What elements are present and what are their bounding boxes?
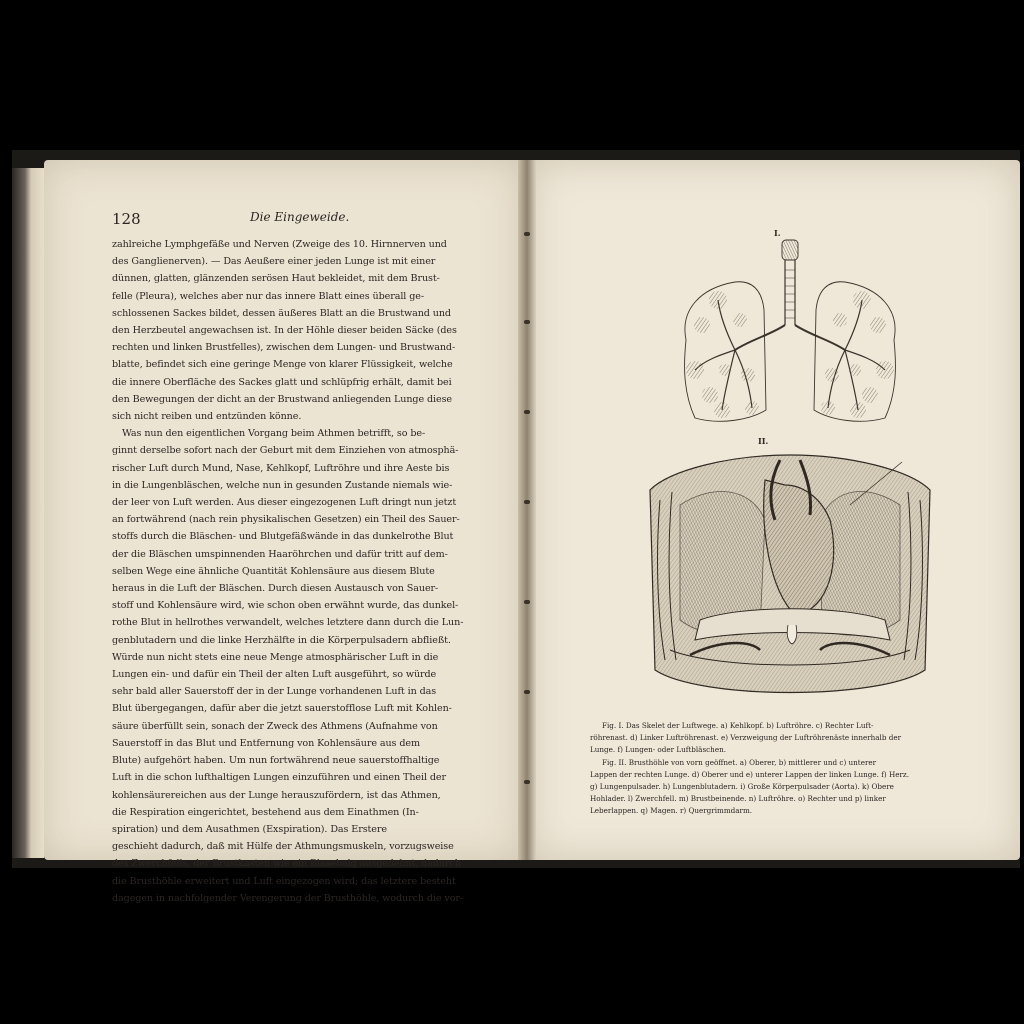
binding-stitch: [524, 500, 530, 504]
text-line: rischer Luft durch Mund, Nase, Kehlkopf, Luftröhre und ihre Aeste bis: [112, 462, 450, 474]
text-line: Blute) aufgehört haben. Um nun fortwährend neue sauerstoffhaltige: [112, 755, 440, 767]
text-line: des Zwerchfells, der Brustkasten wie ein Blasebalg ausgedehnt, dadurch: [112, 858, 461, 870]
text-line: den Herzbeutel angewachsen ist. In der Höhle dieser beiden Säcke (des: [112, 325, 457, 337]
caption-line: g) Lungenpulsader. h) Lungenblutadern. i) Große Körperpulsader (Aorta). k) Obere: [590, 782, 894, 792]
text-line: stoffs durch die Bläschen- und Blutgefäßwände in das dunkelrothe Blut: [112, 531, 454, 543]
text-line: schlossenen Sackes bildet, dessen äußeres Blatt an die Brustwand und: [112, 307, 451, 319]
text-line: der die Bläschen umspinnenden Haaröhrchen und dafür tritt auf dem-: [112, 548, 448, 560]
text-line: die Brusthöhle erweitert und Luft eingezogen wird; das letztere besteht: [112, 875, 456, 887]
binding-stitch: [524, 410, 530, 414]
text-line: in die Lungenbläschen, welche nun in gesunden Zustande niemals wie-: [112, 479, 453, 491]
text-line: säure überfüllt sein, sonach der Zweck des Athmens (Aufnahme von: [112, 720, 438, 732]
text-line: Lungen ein- und dafür ein Theil der alten Luft ausgeführt, so würde: [112, 669, 437, 681]
text-line: ginnt derselbe sofort nach der Geburt mit dem Einziehen von atmosphä-: [112, 445, 459, 457]
text-line: dünnen, glatten, glänzenden serösen Haut bekleidet, mit dem Brust-: [112, 273, 440, 285]
text-line: Luft in die schon lufthaltigen Lungen einzuführen und einen Theil der: [112, 772, 446, 784]
text-line: geschieht dadurch, daß mit Hülfe der Athmungsmuskeln, vorzugsweise: [112, 841, 454, 853]
text-line: kohlensäurereichen aus der Lunge herauszufördern, ist das Athmen,: [112, 789, 441, 801]
text-line: des Ganglienerven). — Das Aeußere einer jeden Lunge ist mit einer: [112, 256, 436, 268]
text-line: spiration) und dem Ausathmen (Exspiration). Das Erstere: [112, 823, 387, 835]
text-line: zahlreiche Lymphgefäße und Nerven (Zweige des 10. Hirnnerven und: [112, 239, 447, 250]
text-line: felle (Pleura), welches aber nur das innere Blatt eines überall ge-: [112, 290, 424, 302]
figure-label-1: I.: [774, 228, 781, 238]
binding-stitch: [524, 320, 530, 324]
text-line: Würde nun nicht stets eine neue Menge atmosphärischer Luft in die: [112, 651, 439, 663]
caption-line: Leberlappen. q) Magen. r) Quergrimmdarm.: [590, 806, 753, 816]
lungs-and-thorax-illustration: [640, 230, 940, 700]
text-line: der leer von Luft werden. Aus dieser eingezogenen Luft dringt nun jetzt: [112, 497, 457, 509]
page-number: 128: [112, 210, 141, 228]
text-line: den Bewegungen der dicht an der Brustwand anliegenden Lunge diese: [112, 393, 452, 405]
text-line: blatte, befindet sich eine geringe Menge von klarer Flüssigkeit, welche: [112, 359, 453, 371]
fig1-bronchial-tree: [685, 240, 896, 421]
text-line: Blut übergegangen, dafür aber die jetzt sauerstofflose Luft mit Kohlen-: [112, 703, 452, 715]
text-line: genblutadern und die linke Herzhälfte in die Körperpulsadern abfließt.: [112, 634, 451, 646]
caption-line: Hohlader. l) Zwerchfell. m) Brustbeinende. n) Luftröhre. o) Rechter und p) linker: [590, 794, 886, 804]
caption-line: Lappen der rechten Lunge. d) Oberer und e) unterer Lappen der linken Lunge. f) Herz.: [590, 769, 909, 779]
body-text: [112, 236, 494, 907]
text-line: die Respiration eingerichtet, bestehend aus dem Einathmen (In-: [112, 806, 419, 818]
text-line: Was nun den eigentlichen Vorgang beim Athmen betrifft, so be-: [122, 428, 426, 440]
binding-stitch: [524, 690, 530, 694]
text-line: die innere Oberfläche des Sackes glatt und schlüpfrig erhält, damit bei: [112, 376, 452, 388]
figure-label-2: II.: [758, 436, 769, 446]
binding-stitch: [524, 780, 530, 784]
binding-stitch: [524, 600, 530, 604]
page-block-edge: [12, 168, 44, 858]
text-line: sehr bald aller Sauerstoff der in der Lunge vorhandenen Luft in das: [112, 686, 437, 698]
caption-line: Fig. II. Brusthöhle von vorn geöffnet. a) Oberer, b) mittlerer und c) unterer: [602, 757, 877, 767]
text-line: selben Wege eine ähnliche Quantität Kohlensäure aus diesem Blute: [112, 565, 435, 577]
figure-caption: [590, 720, 960, 818]
text-line: Sauerstoff in das Blut und Entfernung von Kohlensäure aus dem: [112, 737, 420, 749]
text-line: an fortwährend (nach rein physikalischen Gesetzen) ein Theil des Sauer-: [112, 514, 460, 526]
caption-line: Fig. I. Das Skelet der Luftwege. a) Kehlkopf. b) Luftröhre. c) Rechter Luft-: [602, 721, 874, 730]
caption-line: röhrenast. d) Linker Luftröhrenast. e) Verzweigung der Luftröhrenäste innerhalb der: [590, 733, 902, 743]
text-line: dagegen in nachfolgender Verengerung der Brusthöhle, wodurch die vor-: [112, 892, 464, 904]
text-line: heraus in die Luft der Bläschen. Durch diesen Austausch von Sauer-: [112, 583, 439, 595]
running-head: Die Eingeweide.: [250, 210, 350, 224]
text-line: rechten und linken Brustfelles), zwischen dem Lungen- und Brustwand-: [112, 342, 456, 354]
text-line: sich nicht reiben und entzünden könne.: [112, 411, 302, 423]
binding-stitch: [524, 232, 530, 236]
text-line: rothe Blut in hellrothes verwandelt, welches letztere dann durch die Lun-: [112, 617, 464, 629]
book-gutter: [518, 160, 536, 860]
text-line: stoff und Kohlensäure wird, wie schon oben erwähnt wurde, das dunkel-: [112, 600, 459, 612]
fig2-thoracic-cavity: [650, 455, 930, 693]
caption-line: Lunge. f) Lungen- oder Luftbläschen.: [590, 745, 726, 755]
anatomical-figure: [640, 230, 940, 700]
